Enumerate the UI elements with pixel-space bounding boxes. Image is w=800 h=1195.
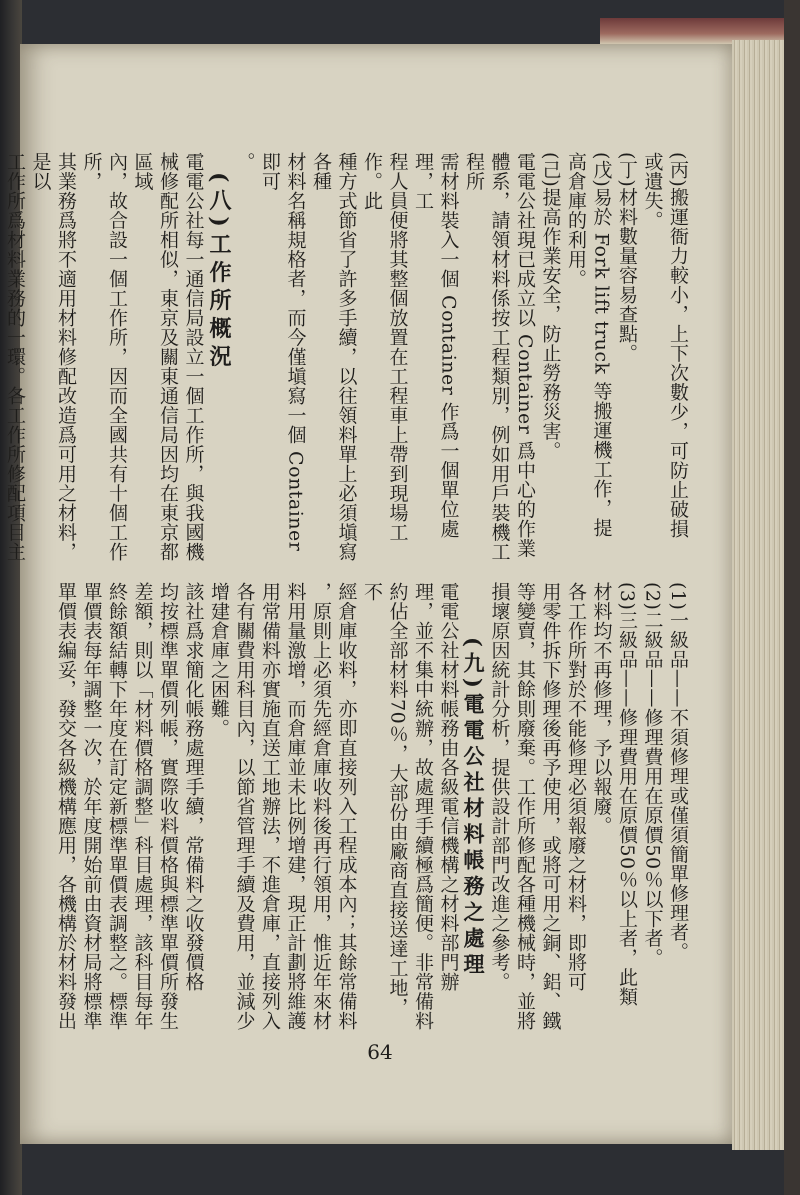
text-line: 損壞原因統計分析，提供設計部門改進之參考。 bbox=[488, 582, 511, 992]
top-text-block bbox=[4, 152, 690, 572]
text-line: 電電公社現已成立以 Container 爲中心的作業 bbox=[514, 152, 536, 558]
text-line: 理，並不集中統辦，故處理手續極爲簡便。非常備料 bbox=[412, 582, 434, 1031]
text-line: 或遺失。 bbox=[641, 152, 664, 230]
text-line: 約佔全部材料70％，大部份由廠商直接送達工地，不 bbox=[361, 582, 409, 1017]
text-line: 各工作所對於不能修理必須報廢之材料，即將可 bbox=[565, 582, 587, 992]
text-line: 其業務爲將不適用材料修配改造爲可用之材料，是以 bbox=[29, 152, 77, 562]
text-line: 差額，則以「材料價格調整」科目處理，該科目每年 bbox=[131, 582, 154, 1031]
text-line: 內，故合設一個工作所，因而全國共有十個工作所， bbox=[80, 152, 128, 562]
text-line: 用常備料亦實施直送工地辦法，不進倉庫，直接列入 bbox=[259, 582, 281, 1031]
section-heading: (九)電電公社材料帳務之處理 bbox=[461, 637, 486, 979]
text-line: 單價表每年調整一次，於年度開始前由資材局將標準 bbox=[80, 582, 103, 1031]
bottom-text-block bbox=[55, 582, 690, 1034]
page-edges bbox=[732, 40, 784, 1150]
text-line: 械修配所相似，東京及關東通信局因均在東京都區域 bbox=[131, 152, 179, 562]
text-line: (2)二級品——修理費用在原價50％以下者。 bbox=[641, 582, 664, 968]
text-line: 程人員便將其整個放置在工程車上帶到現場工作。此 bbox=[361, 152, 409, 542]
text-line: 增建倉庫之困難。 bbox=[208, 582, 230, 738]
text-line: 材料名稱規格者，而今僅塡寫一個 Container 即可 bbox=[259, 152, 307, 552]
text-line: 終餘額結轉下年度在訂定新標準單價表調整之。標準 bbox=[106, 582, 128, 1031]
page-number: 64 bbox=[367, 1040, 393, 1064]
text-line: 均按標準單價列帳，實際收料價格與標準單價所發生 bbox=[157, 582, 179, 1031]
text-line: (丁)材料數量容易查點。 bbox=[616, 152, 638, 363]
text-line: 。 bbox=[233, 152, 256, 172]
text-line: (戊)易於 Fork lift truck 等搬運機工作，提 bbox=[590, 152, 613, 538]
text-line: 等變賣，其餘則廢棄。工作所修配各種機械時，並將 bbox=[514, 582, 536, 1031]
text-line: 料用量激增，而倉庫並未比例增建，現正計劃將維護 bbox=[284, 582, 307, 1031]
text-line: 用零件拆下修理後再予使用，或將可用之銅、鋁、鐵 bbox=[539, 582, 562, 1031]
text-line: 電電公社材料帳務由各級電信機構之材料部門辦 bbox=[437, 582, 460, 992]
text-line: 種方式節省了許多手續，以往領料單上必須塡寫各種 bbox=[310, 152, 358, 562]
text-line: 體系，請領材料係按工程類別，例如用戶裝機工程所 bbox=[463, 152, 511, 562]
text-line: 單價表編妥，發交各級機構應用，各機構於材料發出 bbox=[55, 582, 77, 1031]
text-line: 電電公社每一通信局設立一個工作所，與我國機 bbox=[182, 152, 205, 562]
text-line: 材料均不再修理，予以報廢。 bbox=[590, 582, 613, 836]
text-line: 高倉庫的利用。 bbox=[565, 152, 587, 289]
text-line: ，原則上必須先經倉庫收料後再行領用，惟近年來材 bbox=[310, 582, 332, 1031]
book-cover bbox=[784, 0, 800, 1195]
text-line: (己)提高作業安全，防止勞務災害。 bbox=[539, 152, 562, 461]
text-line: 經倉庫收料，亦即直接列入工程成本內；其餘常備料 bbox=[335, 582, 358, 1031]
text-line: 工作所爲材料業務的一環。各工作所修配項目主 bbox=[4, 152, 26, 562]
section-heading: (八)工作所概況 bbox=[206, 172, 232, 373]
text-line: 各有關費用科目內，以節省管理手續及費用，並減少 bbox=[233, 582, 256, 1031]
text-line: (3)三級品——修理費用在原價50％以上者，此類 bbox=[616, 582, 638, 1007]
text-line: 需材料裝入一個 Container 作爲一個單位處理，工 bbox=[412, 152, 460, 539]
text-line: 該社爲求簡化帳務處理手續，常備料之收發價格 bbox=[182, 582, 205, 992]
text-line: (丙)搬運衙力較小，上下次數少，可防止破損 bbox=[667, 152, 689, 539]
text-line: (1)一級品——不須修理或僅須簡單修理者。 bbox=[667, 582, 689, 962]
